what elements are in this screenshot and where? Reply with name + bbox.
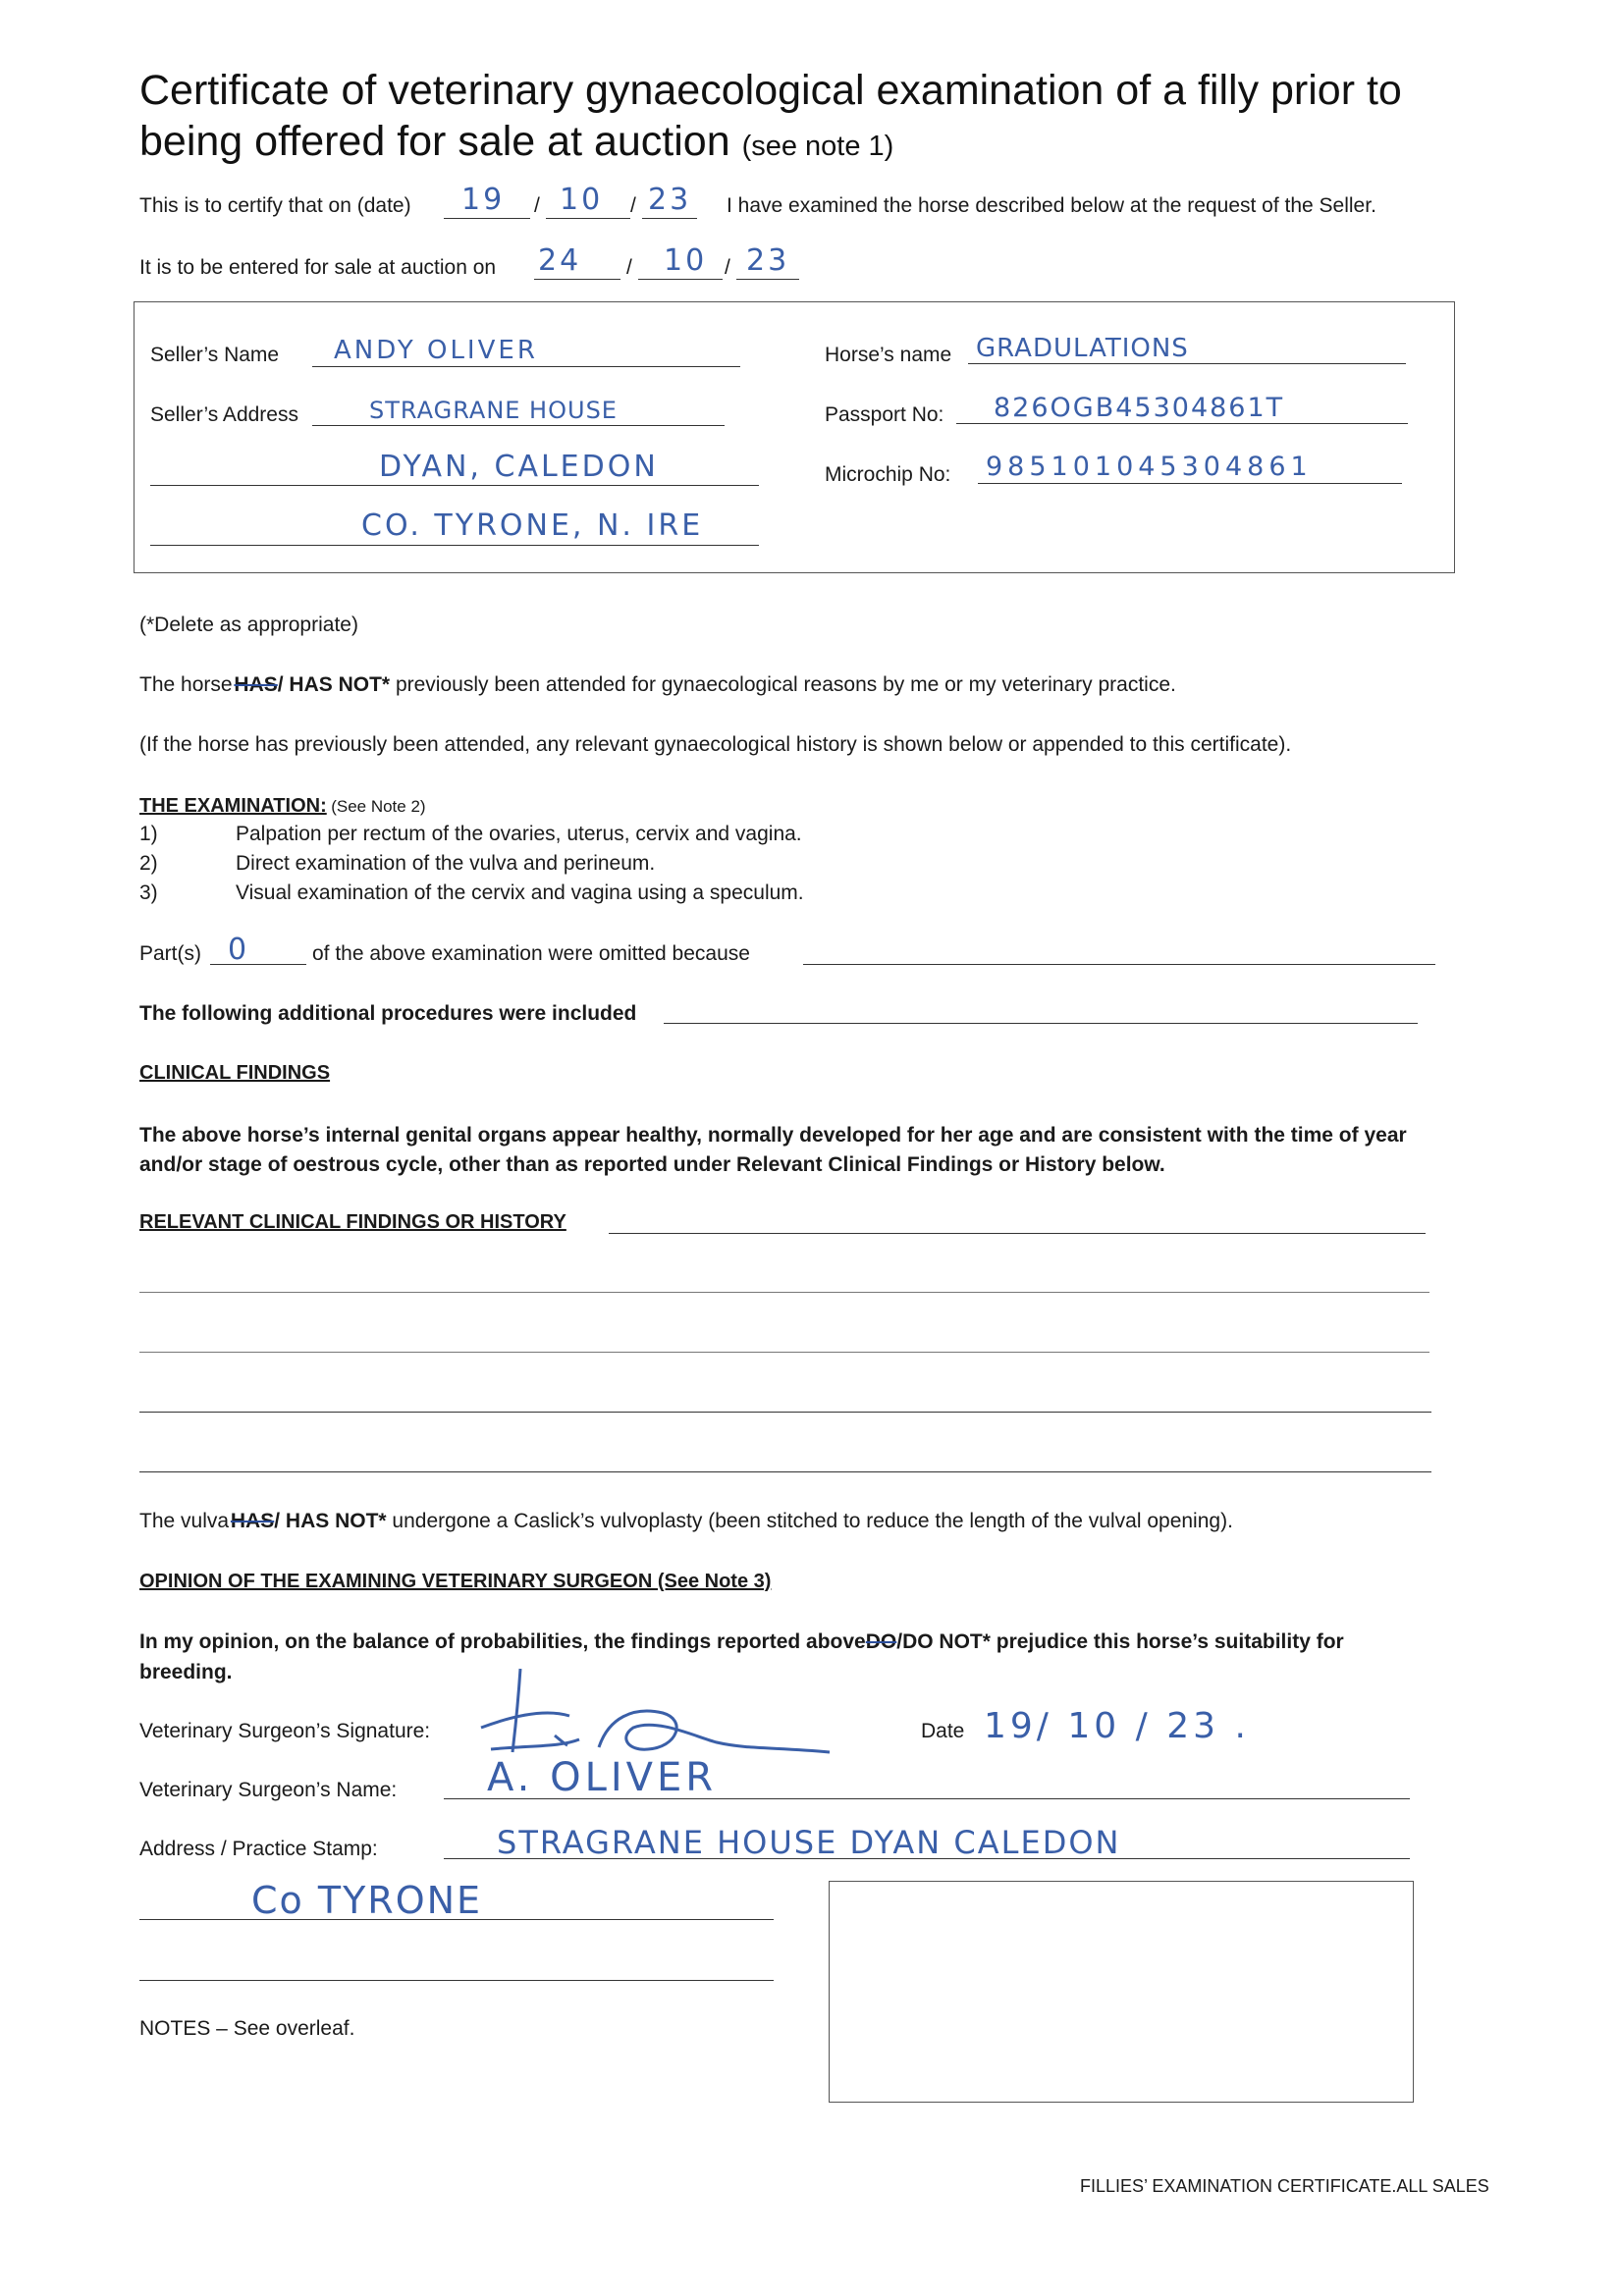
clinical-heading: CLINICAL FINDINGS bbox=[139, 1062, 331, 1084]
auction-day[interactable]: 24 bbox=[538, 243, 582, 278]
certify-sep-2: / bbox=[630, 194, 636, 217]
attended-suffix: previously been attended for gynaecological reasons by me or my veterinary practice. bbox=[395, 673, 1176, 696]
vet-address-value[interactable]: STRAGRANE HOUSE DYAN CALEDON bbox=[497, 1824, 1121, 1861]
exam-item-3-num: 3) bbox=[139, 881, 158, 904]
certify-day[interactable]: 19 bbox=[461, 183, 506, 217]
vulva-suffix: undergone a Caslick’s vulvoplasty (been stitched to reduce the length of the vulval opening). bbox=[392, 1510, 1233, 1532]
signature[interactable] bbox=[461, 1659, 854, 1767]
page-title bbox=[139, 65, 1514, 172]
horse-name-label: Horse’s name bbox=[825, 344, 952, 366]
opinion-rest: /DO NOT* prejudice this horse’s suitability for bbox=[896, 1630, 1344, 1653]
seller-address-line3[interactable]: CO. TYRONE, N. IRE bbox=[361, 508, 704, 543]
microchip-value[interactable]: 985101045304861 bbox=[986, 452, 1313, 482]
vulva-has[interactable]: HAS bbox=[230, 1510, 275, 1532]
attended-has-not[interactable]: / HAS NOT* bbox=[277, 673, 391, 696]
exam-item-1-text: Palpation per rectum of the ovaries, uterus, cervix and vagina. bbox=[236, 823, 802, 845]
seller-address-line1[interactable]: STRAGRANE HOUSE bbox=[369, 397, 618, 424]
auction-prefix: It is to be entered for sale at auction on bbox=[139, 256, 497, 279]
relevant-field-5[interactable] bbox=[139, 1471, 1431, 1472]
additional-field[interactable] bbox=[664, 1023, 1418, 1024]
vet-address-line2[interactable]: Co TYRONE bbox=[251, 1879, 483, 1922]
opinion-line-1 bbox=[139, 1630, 1344, 1654]
examination-title: THE EXAMINATION: bbox=[139, 795, 327, 817]
vet-address-label: Address / Practice Stamp: bbox=[139, 1838, 378, 1860]
attended-has[interactable]: HAS bbox=[234, 673, 278, 696]
seller-name-label: Seller’s Name bbox=[150, 344, 280, 366]
parts-reason-field[interactable] bbox=[803, 964, 1435, 965]
certify-sep-1: / bbox=[534, 194, 540, 217]
opinion-heading: OPINION OF THE EXAMINING VETERINARY SURGEON (See Note 3) bbox=[139, 1571, 772, 1592]
seller-name-value[interactable]: ANDY OLIVER bbox=[334, 336, 538, 365]
relevant-field-4[interactable] bbox=[139, 1412, 1431, 1413]
certify-month[interactable]: 10 bbox=[560, 183, 604, 217]
parts-suffix: of the above examination were omitted because bbox=[312, 942, 750, 965]
clinical-statement: The above horse’s internal genital organs appear healthy, normally developed for her age and are consistent with the time of year and/or stage of oestrous cycle, other than as reported under Relevant Clinical Findings or History below. bbox=[139, 1124, 1407, 1176]
opinion-line-2: breeding. bbox=[139, 1661, 233, 1683]
delete-note: (*Delete as appropriate) bbox=[139, 614, 358, 636]
examination-note: (See Note 2) bbox=[331, 797, 426, 816]
history-note: (If the horse has previously been attended, any relevant gynaecological history is shown below or appended to this certificate). bbox=[139, 733, 1292, 756]
exam-item-3-text: Visual examination of the cervix and vagina using a speculum. bbox=[236, 881, 804, 904]
exam-item-1-num: 1) bbox=[139, 823, 158, 845]
exam-item-2-num: 2) bbox=[139, 852, 158, 875]
certify-suffix: I have examined the horse described below at the request of the Seller. bbox=[727, 194, 1376, 217]
footer-text: FILLIES’ EXAMINATION CERTIFICATE.ALL SALES bbox=[1080, 2176, 1489, 2196]
parts-value[interactable]: 0 bbox=[228, 933, 250, 967]
date-value[interactable]: 19/ 10 / 23 . bbox=[984, 1706, 1250, 1746]
certify-year[interactable]: 23 bbox=[648, 183, 692, 217]
vet-name-label: Veterinary Surgeon’s Name: bbox=[139, 1779, 398, 1801]
title-note: (see note 1) bbox=[741, 131, 894, 162]
practice-stamp-box[interactable] bbox=[829, 1881, 1414, 2103]
notes-label: NOTES – See overleaf. bbox=[139, 2017, 355, 2040]
passport-value[interactable]: 826OGB45304861T bbox=[994, 393, 1285, 423]
title-main: Certificate of veterinary gynaecological examination of a filly prior to being offered for sale at auction bbox=[139, 67, 1402, 165]
examination-heading bbox=[139, 795, 426, 818]
opinion-do[interactable]: DO bbox=[865, 1630, 897, 1653]
seller-horse-box bbox=[134, 301, 1455, 573]
certify-prefix: This is to certify that on (date) bbox=[139, 194, 411, 217]
vulva-prefix: The vulva bbox=[139, 1510, 230, 1532]
vulva-has-not[interactable]: / HAS NOT* bbox=[274, 1510, 387, 1532]
signature-label: Veterinary Surgeon’s Signature: bbox=[139, 1720, 431, 1742]
seller-address-line2[interactable]: DYAN, CALEDON bbox=[379, 450, 659, 484]
auction-sep-1: / bbox=[626, 256, 632, 279]
additional-label: The following additional procedures were included bbox=[139, 1002, 637, 1025]
date-label: Date bbox=[921, 1720, 965, 1742]
relevant-heading: RELEVANT CLINICAL FINDINGS OR HISTORY bbox=[139, 1211, 566, 1233]
attended-prefix: The horse bbox=[139, 673, 233, 696]
relevant-field-1[interactable] bbox=[609, 1233, 1426, 1234]
auction-sep-2: / bbox=[725, 256, 730, 279]
vulva-line bbox=[139, 1510, 1233, 1533]
passport-label: Passport No: bbox=[825, 403, 944, 426]
vet-name-value[interactable]: A. OLIVER bbox=[487, 1755, 718, 1800]
exam-item-2-text: Direct examination of the vulva and perineum. bbox=[236, 852, 656, 875]
microchip-label: Microchip No: bbox=[825, 463, 951, 486]
relevant-field-3[interactable] bbox=[139, 1352, 1429, 1353]
horse-name-value[interactable]: GRADULATIONS bbox=[976, 334, 1189, 363]
opinion-prefix: In my opinion, on the balance of probabilities, the findings reported above bbox=[139, 1630, 866, 1653]
auction-year[interactable]: 23 bbox=[746, 243, 790, 278]
attended-line bbox=[139, 673, 1176, 697]
auction-month[interactable]: 10 bbox=[664, 243, 708, 278]
relevant-field-2[interactable] bbox=[139, 1292, 1429, 1293]
parts-prefix: Part(s) bbox=[139, 942, 201, 965]
seller-address-label: Seller’s Address bbox=[150, 403, 298, 426]
